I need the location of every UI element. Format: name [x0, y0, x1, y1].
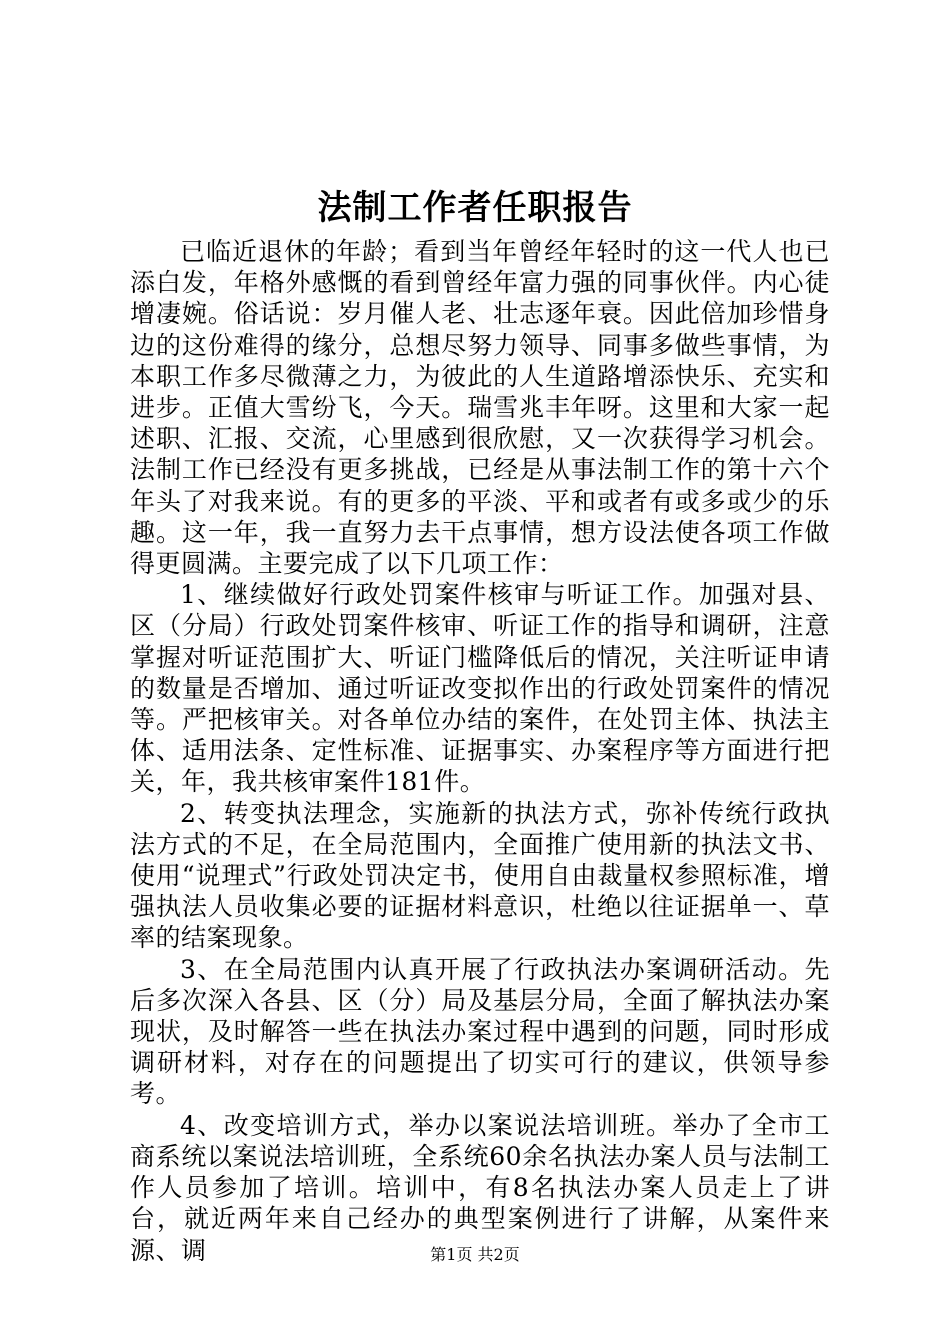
page-footer: 第1页 共2页: [430, 1245, 520, 1264]
paragraph-item-2: 2、转变执法理念，实施新的执法方式，弥补传统行政执法方式的不足，在全局范围内，全面推广使用新的执法文书、使用“说理式”行政处罚决定书，使用自由裁量权参照标准，增强执法人员收集必要的证据材料意识，杜绝以往证据单一、草率的结案现象。: [130, 798, 830, 953]
paragraph-item-3: 3、在全局范围内认真开展了行政执法办案调研活动。先后多次深入各县、区（分）局及基层分局，全面了解执法办案现状，及时解答一些在执法办案过程中遇到的问题，同时形成调研材料，对存在的问题提出了切实可行的建议，供领导参考。: [130, 954, 830, 1109]
paragraph-intro: 已临近退休的年龄；看到当年曾经年轻时的这一代人也已添白发，年格外感慨的看到曾经年富力强的同事伙伴。内心徒增凄婉。俗话说：岁月催人老、壮志逐年衰。因此倍加珍惜身边的这份难得的缘分，总想尽努力领导、同事多做些事情，为本职工作多尽微薄之力，为彼此的人生道路增添快乐、充实和进步。正值大雪纷飞，今天。瑞雪兆丰年呀。这里和大家一起述职、汇报、交流，心里感到很欣慰，又一次获得学习机会。法制工作已经没有更多挑战，已经是从事法制工作的第十六个年头了对我来说。有的更多的平淡、平和或者有或多或少的乐趣。这一年，我一直努力去干点事情，想方设法使各项工作做得更圆满。主要完成了以下几项工作：: [130, 237, 830, 579]
document-title: 法制工作者任职报告: [317, 188, 633, 228]
document-body: [130, 236, 830, 1266]
paragraph-item-4: 4、改变培训方式，举办以案说法培训班。举办了全市工商系统以案说法培训班，全系统60余名执法办案人员与法制工作人员参加了培训。培训中，有8名执法办案人员走上了讲台，就近两年来自己经办的典型案例进行了讲解，从案件来源、调: [130, 1110, 830, 1265]
paragraph-item-1: 1、继续做好行政处罚案件核审与听证工作。加强对县、区（分局）行政处罚案件核审、听证工作的指导和调研，注意掌握对听证范围扩大、听证门槛降低后的情况，关注听证申请的数量是否增加、通过听证改变拟作出的行政处罚案件的情况等。严把核审关。对各单位办结的案件，在处罚主体、执法主体、适用法条、定性标准、证据事实、办案程序等方面进行把关，年，我共核审案件181件。: [130, 580, 830, 797]
